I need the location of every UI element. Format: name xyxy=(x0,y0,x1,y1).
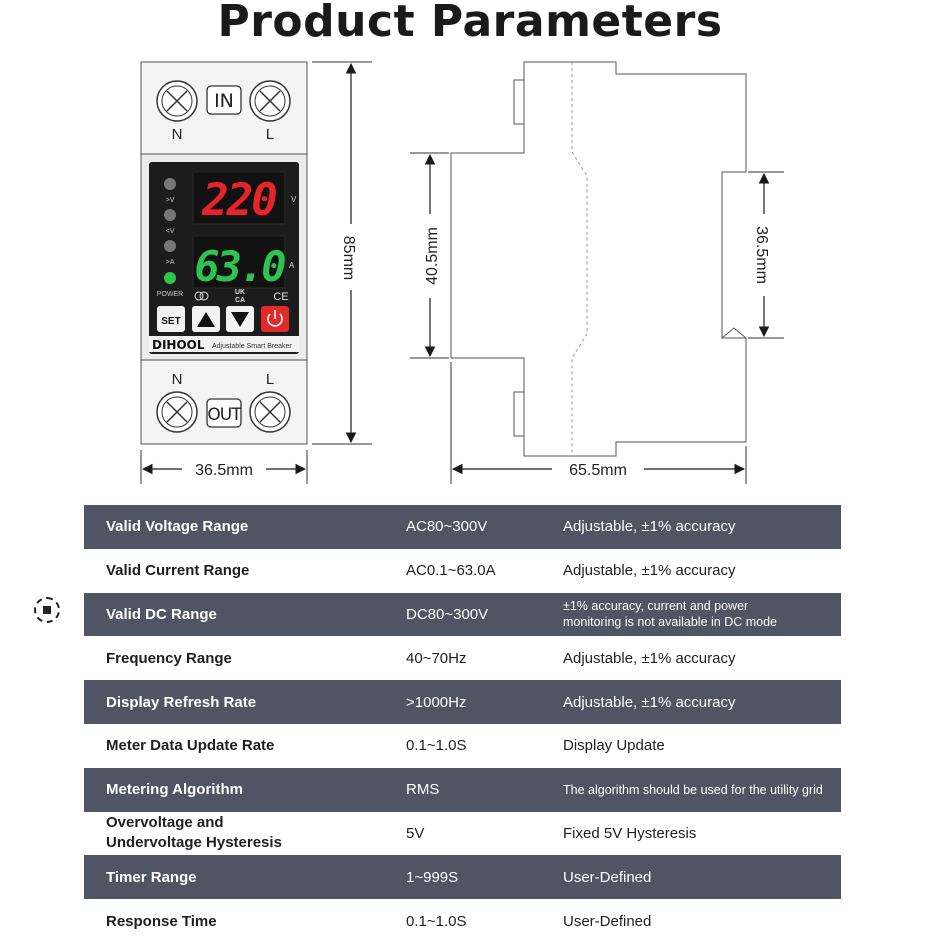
spec-note: User-Defined xyxy=(543,855,841,899)
spec-note-line: ±1% accuracy, current and power xyxy=(563,599,749,614)
spec-note: The algorithm should be used for the utility grid xyxy=(543,768,841,812)
spec-value: 0.1~1.0S xyxy=(364,899,543,943)
side-left-dimension xyxy=(410,153,449,358)
side-right-dimension xyxy=(748,172,784,338)
indicator-label: >V xyxy=(165,197,175,204)
spec-note xyxy=(543,593,841,637)
line-label: L xyxy=(265,371,275,388)
table-row xyxy=(84,505,841,549)
spec-note: Adjustable, ±1% accuracy xyxy=(543,549,841,593)
spec-value: DC80~300V xyxy=(364,593,543,637)
spec-value: 0.1~1.0S xyxy=(364,724,543,768)
spec-note: Adjustable, ±1% accuracy xyxy=(543,505,841,549)
in-label: IN xyxy=(214,90,234,112)
width-dimension-label: 36.5mm xyxy=(195,462,253,479)
spec-name: Valid Current Range xyxy=(84,549,364,593)
out-label: OUT xyxy=(207,405,241,425)
spec-name: Frequency Range xyxy=(84,636,364,680)
depth-dimension-label: 65.5mm xyxy=(569,462,627,479)
spec-name-line: Overvoltage and xyxy=(106,814,224,832)
terminal-screw-icon xyxy=(157,392,197,432)
front-height-dimension xyxy=(312,62,372,444)
spec-name: Timer Range xyxy=(84,855,364,899)
spec-value: AC80~300V xyxy=(364,505,543,549)
spec-value: RMS xyxy=(364,768,543,812)
spec-name: Display Refresh Rate xyxy=(84,680,364,724)
table-row xyxy=(84,768,841,812)
spec-note: Adjustable, ±1% accuracy xyxy=(543,680,841,724)
page-title: Product Parameters xyxy=(217,0,723,47)
ukca-mark: CA xyxy=(234,297,246,304)
spec-value: 5V xyxy=(364,812,543,856)
neutral-label: N xyxy=(171,126,183,143)
spec-value: >1000Hz xyxy=(364,680,543,724)
table-row xyxy=(84,593,841,637)
spec-name: Response Time xyxy=(84,899,364,943)
spec-name: Meter Data Update Rate xyxy=(84,724,364,768)
loading-spinner-icon xyxy=(34,597,60,623)
voltage-unit: V xyxy=(291,195,297,204)
table-row xyxy=(84,680,841,724)
indicator-label: >A xyxy=(165,259,175,266)
current-unit: A xyxy=(289,261,295,270)
side-view xyxy=(451,62,746,456)
table-row xyxy=(84,549,841,593)
spec-name: Valid DC Range xyxy=(84,593,364,637)
table-row xyxy=(84,899,841,943)
table-row xyxy=(84,724,841,768)
power-led-icon xyxy=(164,272,176,284)
front-width-dimension xyxy=(141,450,307,484)
spec-name-line: Undervoltage Hysteresis xyxy=(106,834,282,852)
indicator-led-icon xyxy=(164,209,176,221)
brand-logo: DIHOOL xyxy=(152,338,205,352)
ukca-mark: UK xyxy=(234,289,246,296)
spec-value: 1~999S xyxy=(364,855,543,899)
terminal-screw-icon xyxy=(250,81,290,121)
spec-note: Adjustable, ±1% accuracy xyxy=(543,636,841,680)
spec-name: Metering Algorithm xyxy=(84,768,364,812)
line-label: L xyxy=(265,126,275,143)
rail-height-label: 36.5mm xyxy=(753,226,770,284)
indicator-led-icon xyxy=(164,178,176,190)
table-row xyxy=(84,855,841,899)
height-dimension-label: 85mm xyxy=(340,235,357,281)
spec-value: AC0.1~63.0A xyxy=(364,549,543,593)
table-row xyxy=(84,812,841,856)
spec-name: Valid Voltage Range xyxy=(84,505,364,549)
spec-note: User-Defined xyxy=(543,899,841,943)
spec-name xyxy=(84,812,364,856)
current-readout: 63.0 xyxy=(194,242,284,291)
spec-table xyxy=(84,505,841,943)
neutral-label: N xyxy=(171,371,183,388)
model-text: Adjustable Smart Breaker xyxy=(212,343,292,350)
indicator-led-icon xyxy=(164,240,176,252)
indicator-label: <V xyxy=(165,228,175,235)
spec-note: Display Update xyxy=(543,724,841,768)
front-view xyxy=(141,62,307,444)
spec-note: Fixed 5V Hysteresis xyxy=(543,812,841,856)
voltage-readout: 220 xyxy=(202,175,276,226)
terminal-screw-icon xyxy=(250,392,290,432)
ce-mark: CE xyxy=(273,291,289,303)
side-height-label: 40.5mm xyxy=(424,227,441,285)
terminal-screw-icon xyxy=(157,81,197,121)
table-row xyxy=(84,636,841,680)
spec-value: 40~70Hz xyxy=(364,636,543,680)
power-label: POWER xyxy=(156,291,184,298)
set-button-label: SET xyxy=(161,316,181,327)
spec-note-line: monitoring is not available in DC mode xyxy=(563,615,777,630)
